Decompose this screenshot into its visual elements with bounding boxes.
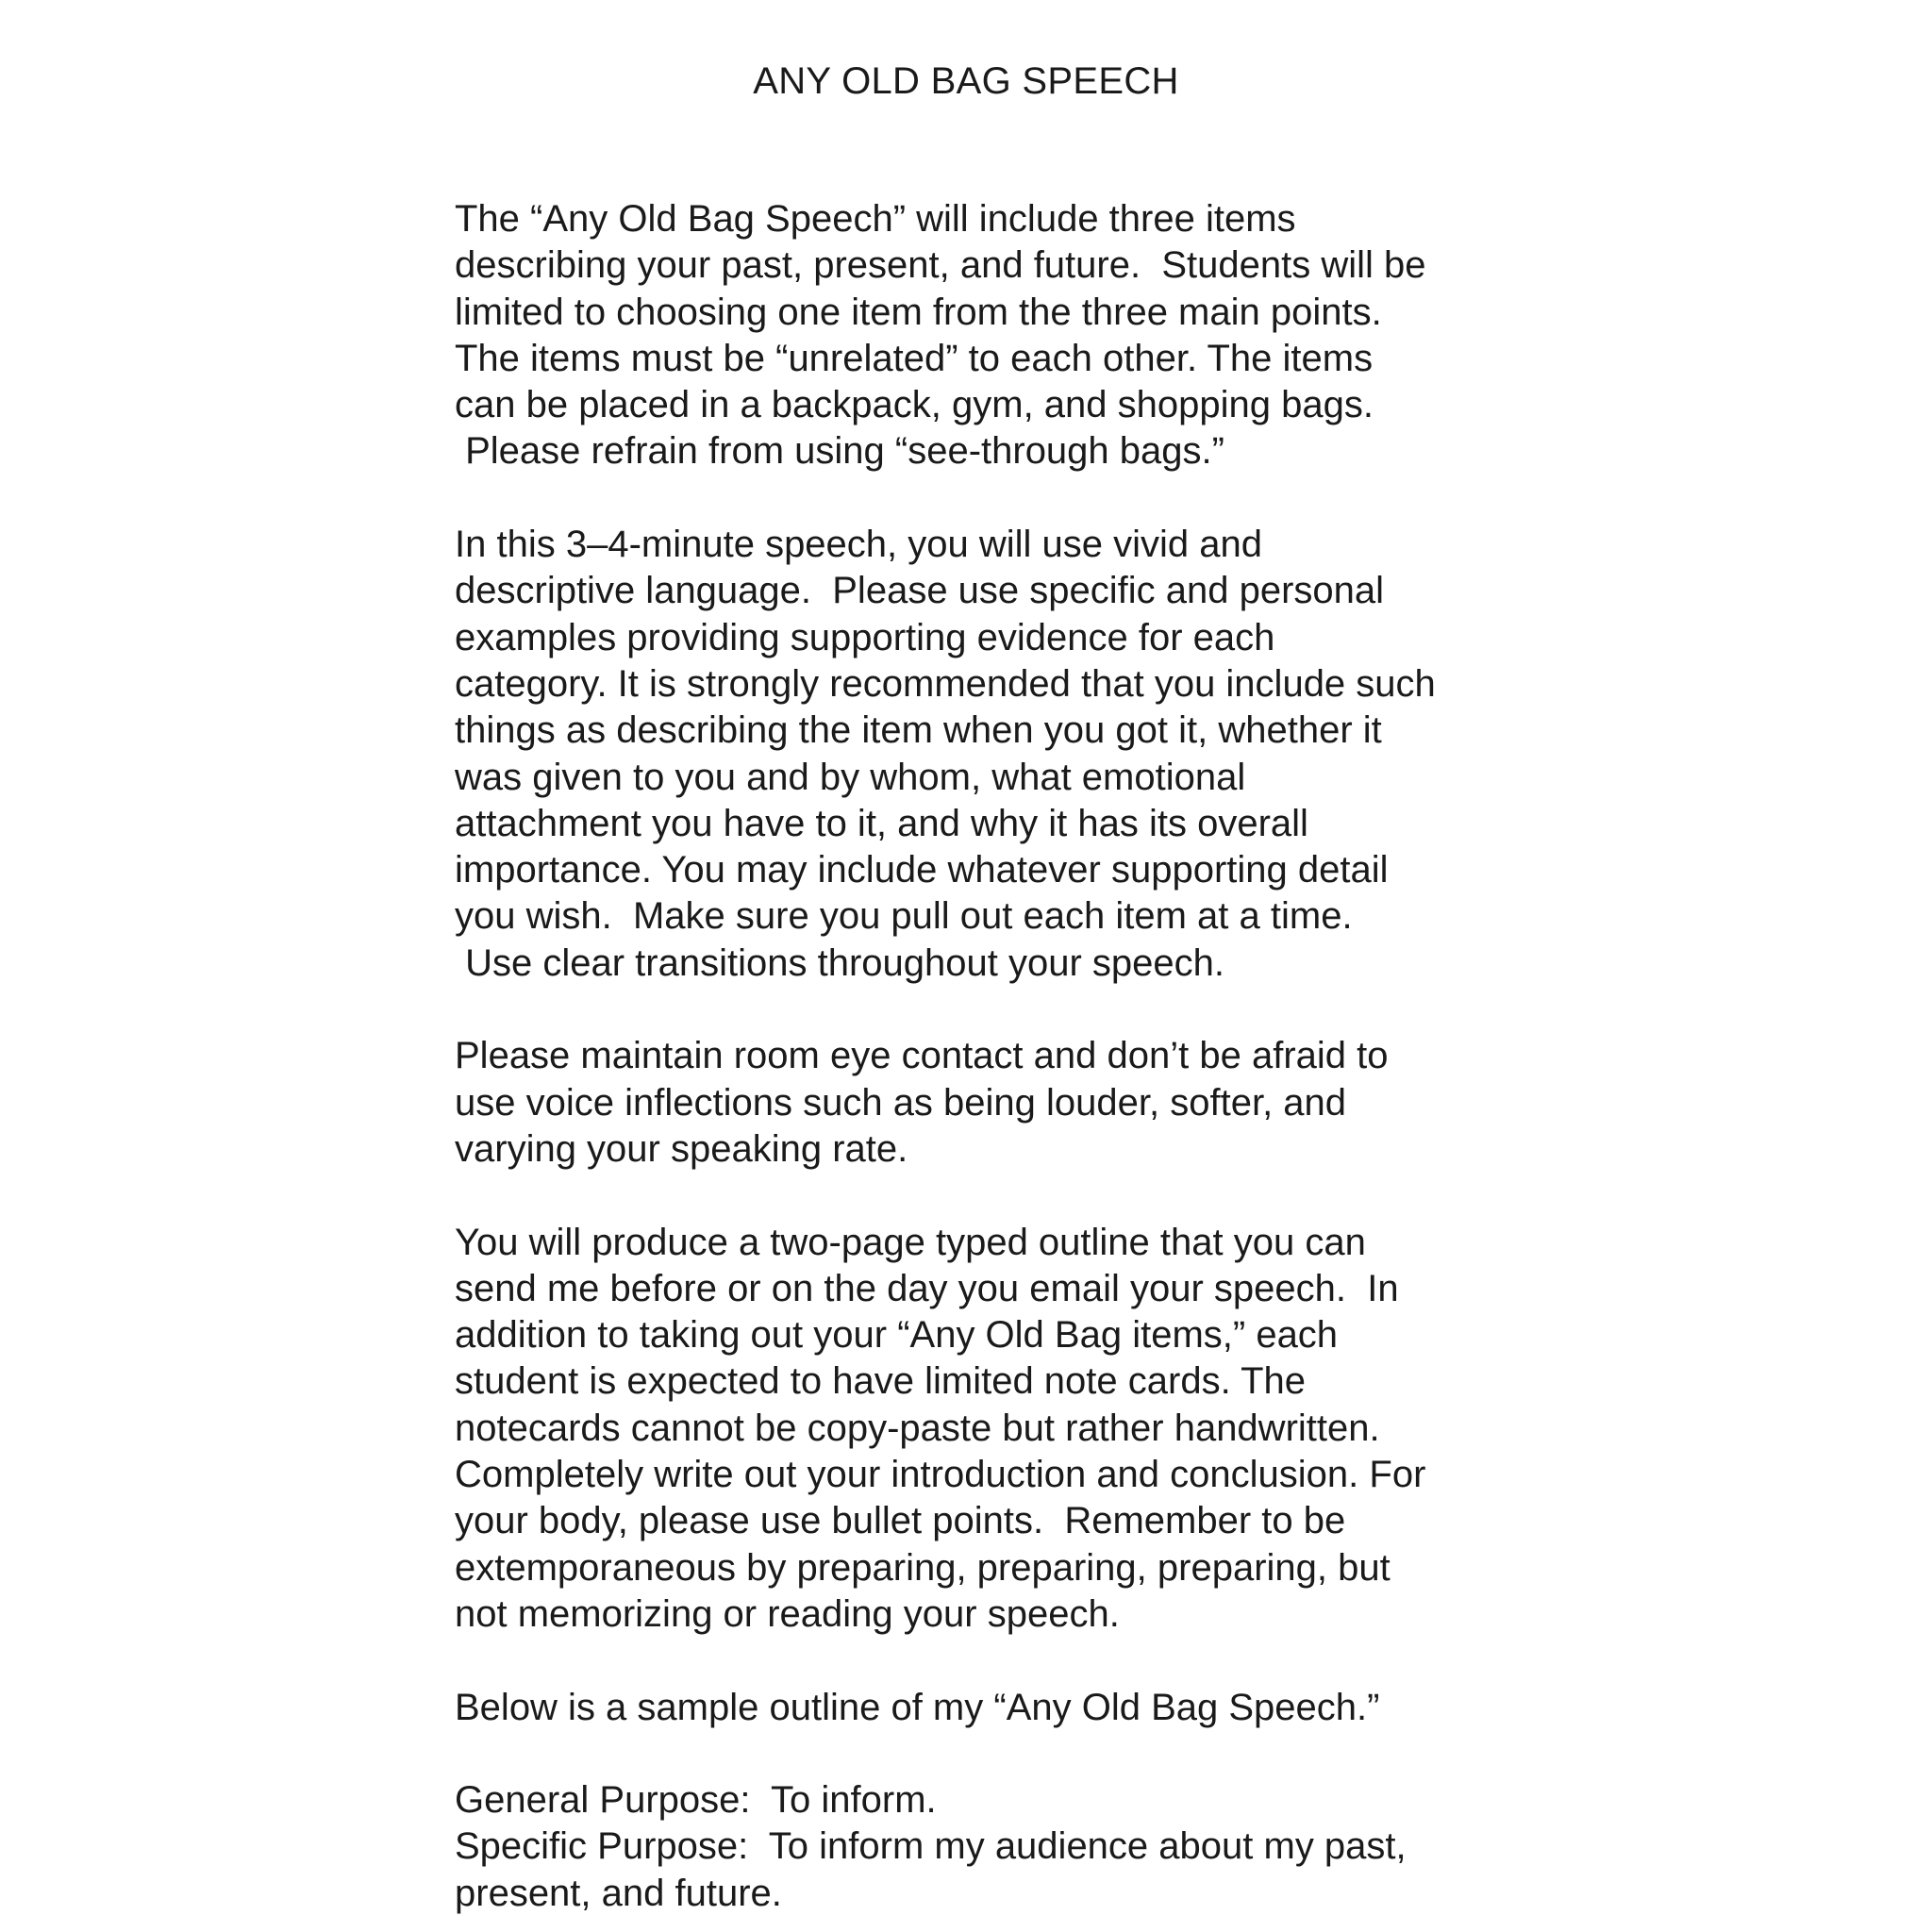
text-line: Please refrain from using “see-through bags.” [455,430,1224,473]
text-line: addition to taking out your “Any Old Bag items,” each [455,1314,1339,1357]
text-line: The items must be “unrelated” to each other. The items [455,337,1374,379]
paragraph-intro [455,196,1549,475]
text-line: student is expected to have limited note cards. The [455,1360,1307,1403]
paragraph-outline [455,1220,1549,1639]
text-line: extemporaneous by preparing, preparing, preparing, but [455,1546,1391,1589]
paragraph-spacer [455,1731,1549,1777]
text-line: examples providing supporting evidence for each [455,616,1275,658]
text-line: You will produce a two-page typed outline that you can [455,1221,1366,1263]
text-line: can be placed in a backpack, gym, and shopping bags. [455,384,1374,426]
text-line: Please maintain room eye contact and don’t be afraid to [455,1035,1389,1077]
text-line: In this 3–4-minute speech, you will use vivid and [455,524,1263,566]
text-line: describing your past, present, and future. Students will be [455,244,1426,287]
paragraph-sample [455,1685,1549,1731]
text-line: things as describing the item when you got it, whether it [455,709,1382,752]
paragraph-purpose [455,1777,1549,1917]
text-line: Use clear transitions throughout your speech. [455,941,1224,984]
paragraph-language [455,522,1549,987]
text-line: Completely write out your introduction and conclusion. For [455,1454,1426,1496]
text-line: The “Any Old Bag Speech” will include three items [455,198,1296,240]
paragraph-spacer [455,987,1549,1033]
text-line: varying your speaking rate. [455,1127,908,1170]
text-line: present, and future. [455,1872,782,1914]
text-line: category. It is strongly recommended that you include such [455,662,1436,705]
paragraph-spacer [455,475,1549,522]
text-line: descriptive language. Please use specific and personal [455,570,1385,612]
text-line: send me before or on the day you email your speech. In [455,1267,1399,1309]
text-line: your body, please use bullet points. Remember to be [455,1500,1346,1542]
text-line: attachment you have to it, and why it has its overall [455,802,1308,844]
text-line: Below is a sample outline of my “Any Old Bag Speech.” [455,1686,1380,1728]
paragraph-spacer [455,1173,1549,1219]
text-line: use voice inflections such as being louder, softer, and [455,1081,1347,1124]
paragraph-spacer [455,1638,1549,1684]
text-line: not memorizing or reading your speech. [455,1592,1120,1635]
document-title: ANY OLD BAG SPEECH [753,60,1179,102]
text-line: was given to you and by whom, what emotional [455,756,1246,798]
text-line: you wish. Make sure you pull out each item at a time. [455,895,1353,938]
general-purpose-line: General Purpose: To inform. [455,1779,937,1822]
text-line: notecards cannot be copy-paste but rather handwritten. [455,1407,1380,1449]
paragraph-delivery [455,1033,1549,1173]
specific-purpose-line: Specific Purpose: To inform my audience about my past, [455,1825,1407,1868]
document-body [455,196,1549,1917]
text-line: importance. You may include whatever supporting detail [455,849,1389,891]
text-line: limited to choosing one item from the three main points. [455,291,1382,333]
